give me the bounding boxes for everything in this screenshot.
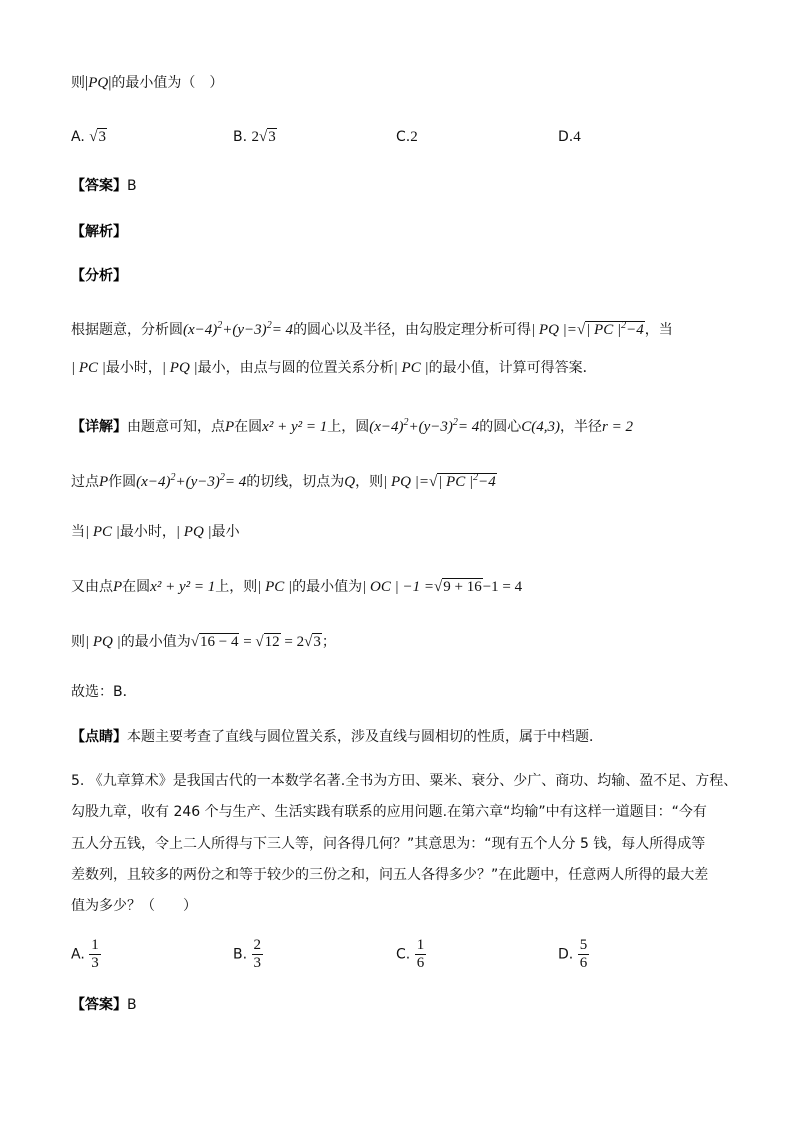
- detail-line-2: [71, 468, 497, 492]
- text: 又由点: [71, 579, 113, 595]
- option-letter: A.: [71, 946, 85, 963]
- q5-answer: [71, 995, 137, 1015]
- q5-line-5: [71, 896, 197, 916]
- oc-expr: | OC | −1 =: [362, 579, 434, 595]
- sqrt-expr: √9 + 16: [434, 579, 482, 595]
- text: 的最小值为: [120, 634, 191, 650]
- text: 当: [71, 524, 85, 540]
- text: 的最小值，计算可得答案．: [428, 360, 597, 376]
- circle-equation: $(x-4)^2+(y-3)^2= 4$: [369, 417, 480, 435]
- text: 过点: [71, 474, 99, 490]
- equals: = 2: [280, 634, 305, 650]
- unit-circle-eq: x² + y² = 1: [150, 579, 216, 595]
- equals: =: [239, 634, 256, 650]
- sqrt-expr: √3: [259, 129, 276, 145]
- text: ，当: [644, 322, 673, 338]
- text: 5. 《九章算术》是我国古代的一本数学名著.全书为方田、粟米、衰分、少广、商功、均输、盈不足、方程、: [71, 773, 738, 789]
- text: ；: [321, 634, 336, 650]
- q5-option-a[interactable]: [71, 937, 101, 972]
- sqrt-expr: √3: [89, 129, 106, 145]
- center-point: C(4,3): [521, 419, 561, 435]
- text: 的圆心: [479, 419, 522, 435]
- q5-line-4: [71, 865, 708, 885]
- option-letter: B.: [233, 946, 248, 963]
- q4-stem: [71, 73, 223, 93]
- option-letter: D.: [558, 129, 574, 145]
- fraction: $\frac{1}{3}$: [91, 937, 99, 971]
- comment-line: [71, 727, 603, 747]
- text: 五人分五钱，令上二人所得与下三人等，问各得几何？”其意思为：“现有五个人分 5 钱，每人所得成等: [71, 836, 706, 852]
- text: 本题主要考查了直线与圆位置关系，涉及直线与圆相切的性质，属于中档题．: [127, 729, 603, 745]
- detail-tag: 【详解】: [71, 419, 127, 435]
- answer-tag: 【答案】: [71, 178, 127, 194]
- var-q: Q: [344, 474, 356, 490]
- fraction: $\frac{1}{6}$: [416, 937, 425, 971]
- sqrt-expr: √| PC $|^2-4$: [576, 320, 644, 338]
- sqrt-expr: √12: [255, 634, 280, 650]
- pc-abs: | PC |: [257, 579, 293, 595]
- option-value: 2: [410, 129, 418, 145]
- analysis-heading: [71, 222, 127, 242]
- option-letter: C.: [396, 129, 411, 145]
- radius: r = 2: [602, 419, 634, 435]
- sqrt-expr: √16 − 4: [190, 634, 239, 650]
- stem-text: 则: [71, 75, 85, 91]
- answer-value: B: [127, 997, 137, 1013]
- text: 最小: [211, 524, 240, 540]
- text: 差数列，且较多的两份之和等于较少的三份之和，问五人各得多少？”在此题中，任意两人所得的最大差: [71, 867, 709, 883]
- option-letter: B.: [233, 129, 248, 145]
- text: 的圆心以及半径，由勾股定理分析可得: [293, 322, 532, 338]
- analysis-tag: 【解析】: [71, 224, 127, 240]
- circle-equation: $(x-4)^2+(y-3)^2= 4$: [136, 472, 247, 490]
- pc-abs: | PC |: [71, 360, 106, 376]
- text: 勾股九章，收有 246 个与生产、生活实践有联系的应用问题.在第六章“均输”中有这样一道题目：“今有: [71, 804, 707, 820]
- q5-option-b[interactable]: [233, 937, 263, 972]
- sqrt-expr: √| PC $|^2-4$: [428, 472, 496, 490]
- q4-option-d[interactable]: [558, 127, 581, 147]
- choose-line: [71, 682, 137, 702]
- text: 作圆: [108, 474, 137, 490]
- text: ，半径: [560, 419, 603, 435]
- text: 在圆: [122, 579, 151, 595]
- fraction: $\frac{5}{6}$: [579, 937, 588, 971]
- q5-line-2: [71, 802, 707, 822]
- text: 的切线，切点为: [246, 474, 345, 490]
- option-letter: D.: [558, 946, 574, 963]
- text: 故选：B．: [71, 684, 137, 700]
- option-letter: C.: [396, 946, 411, 963]
- pq-abs: | PQ |: [175, 524, 212, 540]
- coef: 2: [251, 129, 260, 145]
- text: 根据题意，分析圆: [71, 322, 183, 338]
- var-p: P: [99, 474, 109, 490]
- fenxi-heading: [71, 266, 127, 286]
- text: 最小时，: [119, 524, 176, 540]
- text: ，则: [355, 474, 384, 490]
- q5-option-d[interactable]: [558, 937, 589, 972]
- oc-tail: −1 = 4: [482, 579, 523, 595]
- circle-equation: $(x-4)^2+(y-3)^2= 4$: [183, 320, 294, 338]
- abs-bar: |: [85, 74, 89, 91]
- var-p: P: [225, 419, 235, 435]
- pc-abs: | PC |: [85, 524, 120, 540]
- pq-abs: | PQ |: [85, 634, 121, 650]
- text: 由题意可知，点: [127, 419, 225, 435]
- q4-option-b[interactable]: [233, 127, 277, 147]
- stem-text: 的最小值为（ ）: [111, 75, 224, 91]
- detail-line-4: [71, 577, 522, 597]
- text: 最小时，: [105, 360, 162, 376]
- text: 在圆: [234, 419, 263, 435]
- text: 值为多少？（ ）: [71, 898, 197, 914]
- fenxi-line-1: [71, 316, 673, 340]
- option-letter: A.: [71, 129, 85, 145]
- q4-option-c[interactable]: [396, 127, 418, 147]
- q4-option-a[interactable]: [71, 127, 107, 147]
- text: 则: [71, 634, 85, 650]
- answer-value: B: [127, 178, 137, 194]
- text: 的最小值为: [292, 579, 363, 595]
- pq-abs: | PQ |=: [531, 322, 577, 338]
- fraction: $\frac{2}{3}$: [253, 937, 262, 971]
- text: 最小，由点与圆的位置关系分析: [197, 360, 394, 376]
- text: 上，则: [215, 579, 258, 595]
- var-p: P: [113, 579, 123, 595]
- unit-circle-eq: x² + y² = 1: [262, 419, 328, 435]
- answer-tag: 【答案】: [71, 997, 127, 1013]
- pq-abs: | PQ |=: [383, 474, 429, 490]
- text: 上，圆: [327, 419, 370, 435]
- q5-option-c[interactable]: [396, 937, 426, 972]
- detail-line-1: [71, 413, 633, 437]
- detail-line-3: [71, 522, 240, 542]
- pq-abs: | PQ |: [161, 360, 198, 376]
- pq-symbol: PQ: [88, 75, 109, 91]
- q5-line-3: [71, 834, 705, 854]
- fenxi-tag: 【分析】: [71, 268, 127, 284]
- sqrt-expr: √3: [304, 634, 321, 650]
- q5-line-1: [71, 771, 737, 791]
- option-value: 4: [573, 129, 581, 145]
- fenxi-line-2: [71, 358, 597, 378]
- comment-tag: 【点睛】: [71, 729, 127, 745]
- abs-bar: |: [108, 74, 112, 91]
- detail-line-5: [71, 632, 336, 652]
- q4-answer: [71, 176, 137, 196]
- pc-abs: | PC |: [393, 360, 429, 376]
